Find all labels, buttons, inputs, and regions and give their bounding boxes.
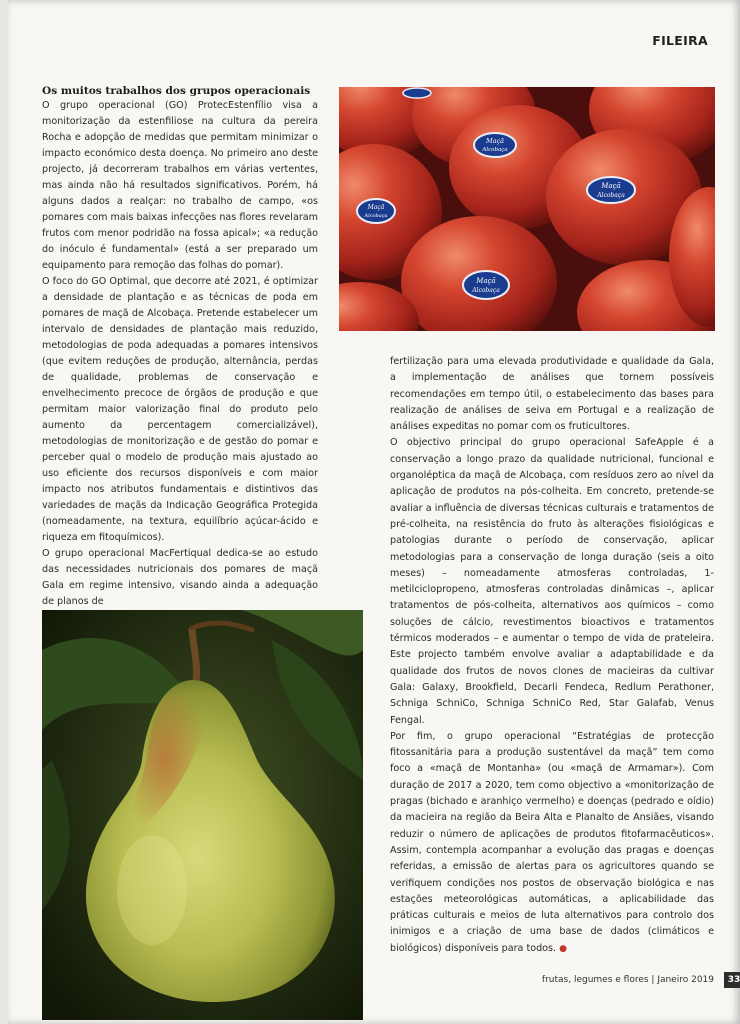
- pear-photo: [42, 610, 363, 1020]
- section-label: FILEIRA: [652, 33, 708, 48]
- sticker-text: Alcobaça: [482, 147, 508, 153]
- apple-sticker: [587, 177, 635, 203]
- left-column: [42, 84, 318, 610]
- paragraph: O foco do GO Optimal, que decorre até 2021, é optimizar a densidade de plantação e as técnicas de poda em pomares de maçã de Alcobaça. Pretende estabelecer um intervalo de densidades de plantação mais reduzido, metodologias de poda adequadas a pomares intensivos (que evitem reduções de produção, alternância, perdas de qualidade, problemas de conservação e envelhecimento precoce de órgãos de produção e que permitam maior valorização final do produto pelo aumento da percentagem comercializável), metodologias de monitorização e de gestão do pomar e perceber qual o modelo de produção mais ajustado ao uso eficiente dos recursos disponíveis e com maior impacto nos atributos fundamentais e distintivos das variedades de maçãs da Indicação Geográfica Protegida (nomeadamente, na textura, equilíbrio açúcar-ácido e riqueza em fitoquímicos).: [42, 276, 318, 543]
- end-mark-icon: ●: [559, 943, 568, 954]
- sticker-text: Maçã: [601, 182, 621, 190]
- sticker-text: Alcobaça: [597, 192, 625, 199]
- magazine-page: [8, 0, 740, 1024]
- sticker-text: Maçã: [476, 277, 496, 285]
- paragraph: O objectivo principal do grupo operacional SafeApple é a conservação a longo prazo da qualidade nutricional, funcional e organoléptica da maçã de Alcobaça, com resíduos zero ao nível da aplicação de produtos na pós-colheita. Em concreto, pretende-se avaliar a influência de diversas técnicas culturais e tratamentos de pré-colheita, na resistência do fruto às alterações fisiológicas e patologias durante o período de conservação, aplicar metodologias para a conservação de longa duração (seis a oito meses) – nomeadamente atmosferas controladas, 1-metilciclopropeno, atmosferas controladas dinâmicas –, aplicar tratamentos de pós-colheita, alternativos aos químicos – como soluções de cálcio, revestimentos bioactivos e tratamentos térmicos moderados – e aumentar o tempo de vida de prateleira. Este projecto também envolve avaliar a adaptabilidade e da qualidade dos frutos de novos clones de macieiras da cultivar Gala: Galaxy, Brookfield, Decarli Fendeca, Redlum Perathoner, Schniga SchniCo, Schniga SchniCo Red, Star Galafab, Venus Fengal.: [390, 437, 714, 726]
- sticker-text: Maçã: [367, 204, 385, 211]
- apples-photo: [339, 87, 715, 331]
- paragraph: fertilização para uma elevada produtividade e qualidade da Gala, a implementação de análises que tornem possíveis recomendações em tempo útil, o estabelecimento das bases para realização de análises de seiva em Portugal e a realização de análises expeditas no pomar com os fruticultores.: [390, 356, 714, 433]
- article-heading: Os muitos trabalhos dos grupos operacionais: [42, 85, 311, 97]
- apple-sticker: [474, 133, 516, 157]
- paragraph: O grupo operacional MacFertiqual dedica-se ao estudo das necessidades nutricionais dos pomares de maçã Gala em regime intensivo, visando ainda a adequação de planos de: [42, 548, 318, 607]
- right-column: [390, 354, 714, 957]
- apple-sticker: [463, 271, 509, 299]
- sticker-text: Alcobaça: [364, 213, 388, 219]
- page-number: 33: [724, 972, 740, 988]
- paragraph: O grupo operacional (GO) ProtecEstenfílio visa a monitorização da estenfiliose na cultura da pereira Rocha e adopção de medidas que permitam minimizar o impacto económico desta doença. No primeiro ano deste projecto, já decorreram trabalhos em várias vertentes, mas ainda não há resultados significativos. Porém, há alguns dados a realçar: no trabalho de campo, «os pomares com mais baixas infecções nas flores revelaram frutos com menor podridão na fossa apical»; «a redução do inóculo é fundamental» (está a ser preparado um equipamento para remoção das folhas do pomar).: [42, 100, 318, 271]
- footer-publication: frutas, legumes e flores | Janeiro 2019: [541, 975, 714, 985]
- sticker-text: Alcobaça: [472, 287, 500, 294]
- apple-sticker: [357, 199, 395, 223]
- paragraph-text: Por fim, o grupo operacional “Estratégias de protecção fitossanitária para a produção sustentável da maçã” tem como foco a «maçã de Montanha» (ou «maçã de Armamar»). Com duração de 2017 a 2020, tem como objectivo a «monitorização de pragas (bichado e aranhiço vermelho) e doenças (pedrado e oídio) da macieira na região da Beira Alta e Planalto de Ansiães, visando reduzir o número de aplicações de produtos fitofarmacêuticos». Assim, contempla acompanhar a evolução das pragas e doenças referidas, a emissão de alertas para os agricultores quando se verifiquem condições nos postos de observação biológica e nas estações meteorológicas automáticas, a aplicabilidade das práticas culturais e meios de luta alternativos para controlo dos inimigos e a criação de uma base de dados (climáticos e biológicos) disponíveis para todos.: [390, 730, 714, 954]
- sticker-text: Maçã: [485, 137, 505, 145]
- paragraph: [390, 729, 714, 957]
